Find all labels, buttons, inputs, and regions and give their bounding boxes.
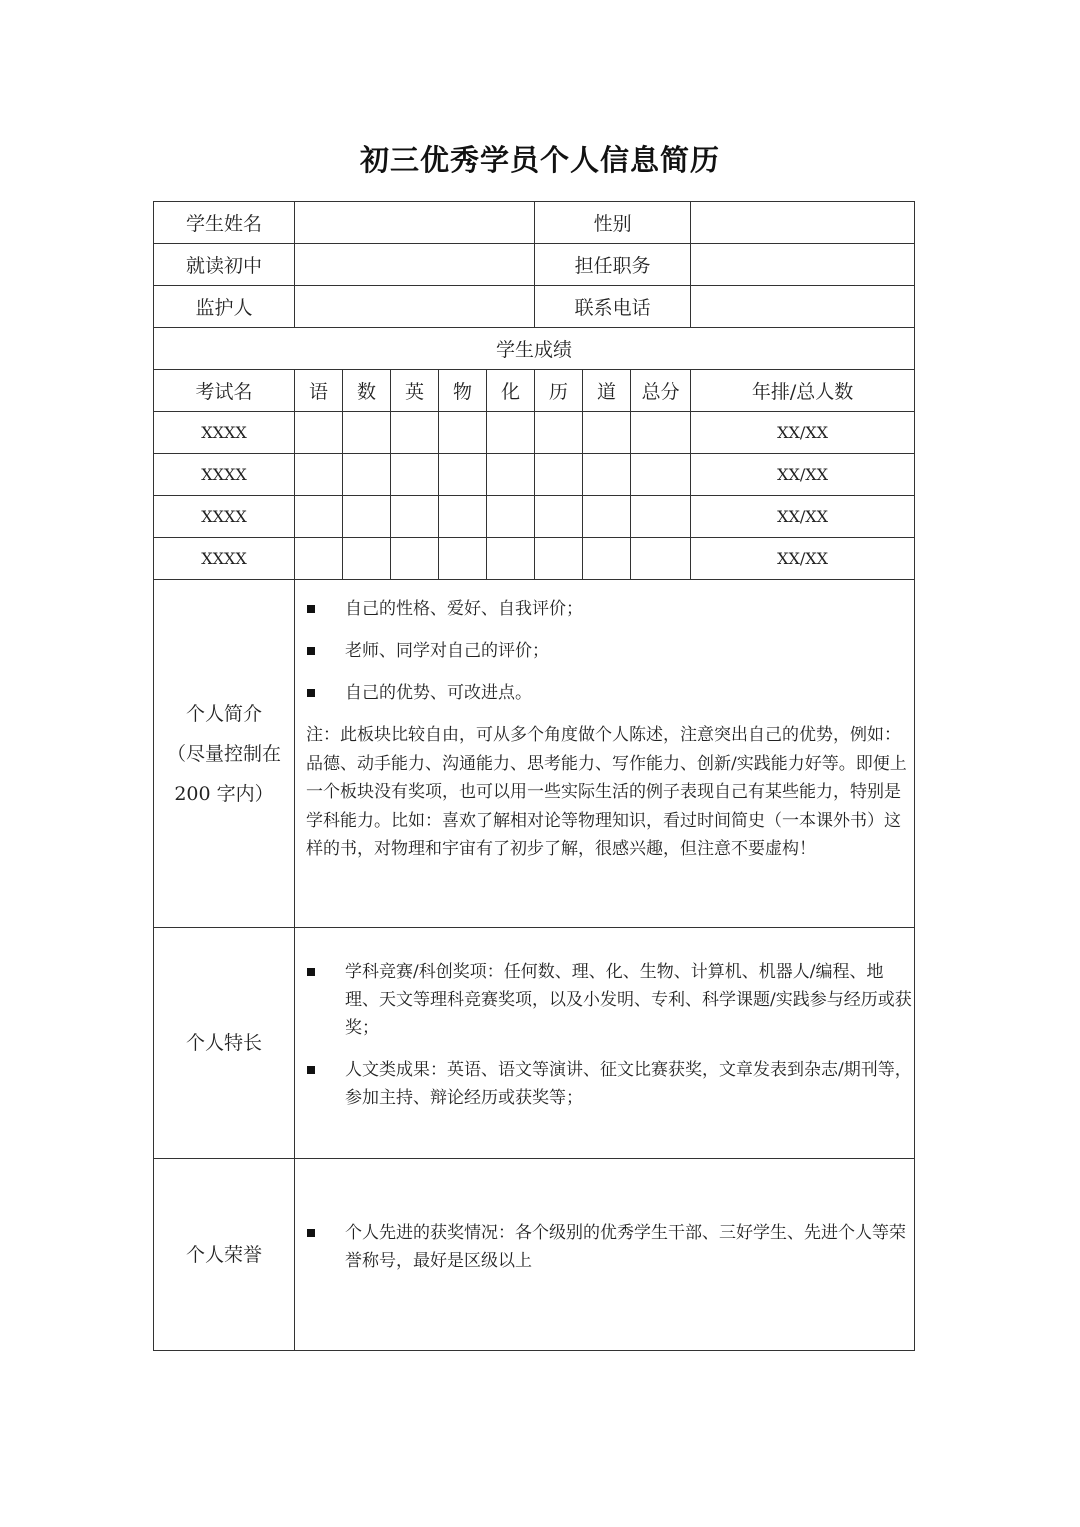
specialty-bullet-text: 人文类成果：英语、语文等演讲、征文比赛获奖，文章发表到杂志/期刊等，参加主持、辩论经历或获奖等； (345, 1060, 912, 1108)
exam-name: XXXX (154, 496, 295, 538)
honor-content[interactable] (295, 1159, 915, 1351)
school-label: 就读初中 (154, 244, 295, 286)
intro-label-line3: 200 字内） (174, 782, 274, 805)
intro-content[interactable] (295, 580, 915, 928)
header-morality: 道 (583, 370, 631, 412)
rank-value: XX/XX (691, 538, 915, 580)
score-cell[interactable] (439, 496, 487, 538)
total-cell[interactable] (631, 454, 691, 496)
intro-label-line2: （尽量控制在 (166, 742, 281, 765)
square-bullet-icon (307, 1066, 315, 1074)
score-cell[interactable] (487, 538, 535, 580)
specialty-bullet (297, 1056, 914, 1112)
score-cell[interactable] (343, 454, 391, 496)
score-cell[interactable] (583, 454, 631, 496)
score-row (154, 496, 915, 538)
score-cell[interactable] (583, 538, 631, 580)
square-bullet-icon (307, 647, 315, 655)
honor-row (154, 1159, 915, 1351)
score-row (154, 538, 915, 580)
exam-name: XXXX (154, 412, 295, 454)
scores-header-row (154, 370, 915, 412)
honor-label: 个人荣誉 (154, 1159, 295, 1351)
score-cell[interactable] (439, 454, 487, 496)
scores-section-title: 学生成绩 (154, 328, 915, 370)
score-cell[interactable] (295, 454, 343, 496)
score-cell[interactable] (439, 538, 487, 580)
guardian-value-cell[interactable] (295, 286, 535, 328)
position-value-cell[interactable] (691, 244, 915, 286)
total-cell[interactable] (631, 412, 691, 454)
score-row (154, 454, 915, 496)
score-cell[interactable] (343, 412, 391, 454)
score-cell[interactable] (295, 496, 343, 538)
score-cell[interactable] (583, 496, 631, 538)
guardian-label: 监护人 (154, 286, 295, 328)
phone-label: 联系电话 (535, 286, 691, 328)
header-history: 历 (535, 370, 583, 412)
header-chemistry: 化 (487, 370, 535, 412)
intro-bullet-text: 自己的性格、爱好、自我评价； (345, 599, 583, 619)
phone-value-cell[interactable] (691, 286, 915, 328)
score-cell[interactable] (535, 538, 583, 580)
page-title: 初三优秀学员个人信息简历 (359, 143, 720, 177)
scores-section-row (154, 328, 915, 370)
school-value-cell[interactable] (295, 244, 535, 286)
exam-name: XXXX (154, 454, 295, 496)
specialty-content[interactable] (295, 928, 915, 1159)
specialty-bullet-text: 学科竞赛/科创奖项：任何数、理、化、生物、计算机、机器人/编程、地理、天文等理科竞赛奖项，以及小发明、专利、科学课题/实践参与经历或获奖； (345, 962, 912, 1038)
intro-bullet (297, 637, 914, 665)
score-cell[interactable] (535, 454, 583, 496)
score-cell[interactable] (487, 454, 535, 496)
honor-bullet-text: 个人先进的获奖情况：各个级别的优秀学生干部、三好学生、先进个人等荣誉称号，最好是区级以上 (345, 1223, 906, 1271)
header-english: 英 (391, 370, 439, 412)
score-cell[interactable] (343, 496, 391, 538)
rank-value: XX/XX (691, 454, 915, 496)
resume-form (153, 201, 913, 1351)
score-cell[interactable] (487, 496, 535, 538)
intro-label (154, 580, 295, 928)
basic-row-school (154, 244, 915, 286)
specialty-bullet (297, 958, 914, 1042)
header-physics: 物 (439, 370, 487, 412)
score-row (154, 412, 915, 454)
intro-note: 注：此板块比较自由，可从多个角度做个人陈述，注意突出自己的优势，例如：品德、动手能力、沟通能力、思考能力、写作能力、创新/实践能力好等。即便上一个板块没有奖项，也可以用一些实际生活的例子表现自己有某些能力，特别是学科能力。比如：喜欢了解相对论等物理知识，看过时间简史（一本课外书）这样的书，对物理和宇宙有了初步了解，很感兴趣，但注意不要虚构！ (306, 725, 907, 859)
specialty-label: 个人特长 (154, 928, 295, 1159)
intro-bullet (297, 595, 914, 623)
exam-name: XXXX (154, 538, 295, 580)
square-bullet-icon (307, 605, 315, 613)
header-chinese: 语 (295, 370, 343, 412)
score-cell[interactable] (439, 412, 487, 454)
square-bullet-icon (307, 1229, 315, 1237)
name-value-cell[interactable] (295, 202, 535, 244)
honor-bullet (297, 1219, 914, 1275)
intro-bullet-text: 自己的优势、可改进点。 (345, 683, 532, 703)
basic-row-name (154, 202, 915, 244)
square-bullet-icon (307, 968, 315, 976)
name-label: 学生姓名 (154, 202, 295, 244)
basic-row-guardian (154, 286, 915, 328)
score-cell[interactable] (583, 412, 631, 454)
total-cell[interactable] (631, 538, 691, 580)
specialty-row (154, 928, 915, 1159)
rank-value: XX/XX (691, 412, 915, 454)
score-cell[interactable] (391, 454, 439, 496)
intro-row (154, 580, 915, 928)
resume-table (153, 201, 915, 1351)
score-cell[interactable] (535, 412, 583, 454)
total-cell[interactable] (631, 496, 691, 538)
intro-label-line1: 个人简介 (185, 702, 262, 725)
score-cell[interactable] (535, 496, 583, 538)
score-cell[interactable] (295, 538, 343, 580)
square-bullet-icon (307, 689, 315, 697)
header-total: 总分 (631, 370, 691, 412)
score-cell[interactable] (295, 412, 343, 454)
score-cell[interactable] (487, 412, 535, 454)
score-cell[interactable] (391, 412, 439, 454)
position-label: 担任职务 (535, 244, 691, 286)
intro-bullet (297, 679, 914, 707)
rank-value: XX/XX (691, 496, 915, 538)
score-cell[interactable] (343, 538, 391, 580)
score-cell[interactable] (391, 538, 439, 580)
header-rank: 年排/总人数 (691, 370, 915, 412)
header-math: 数 (343, 370, 391, 412)
gender-label: 性别 (535, 202, 691, 244)
gender-value-cell[interactable] (691, 202, 915, 244)
header-exam: 考试名 (154, 370, 295, 412)
intro-bullet-text: 老师、同学对自己的评价； (345, 641, 549, 661)
score-cell[interactable] (391, 496, 439, 538)
